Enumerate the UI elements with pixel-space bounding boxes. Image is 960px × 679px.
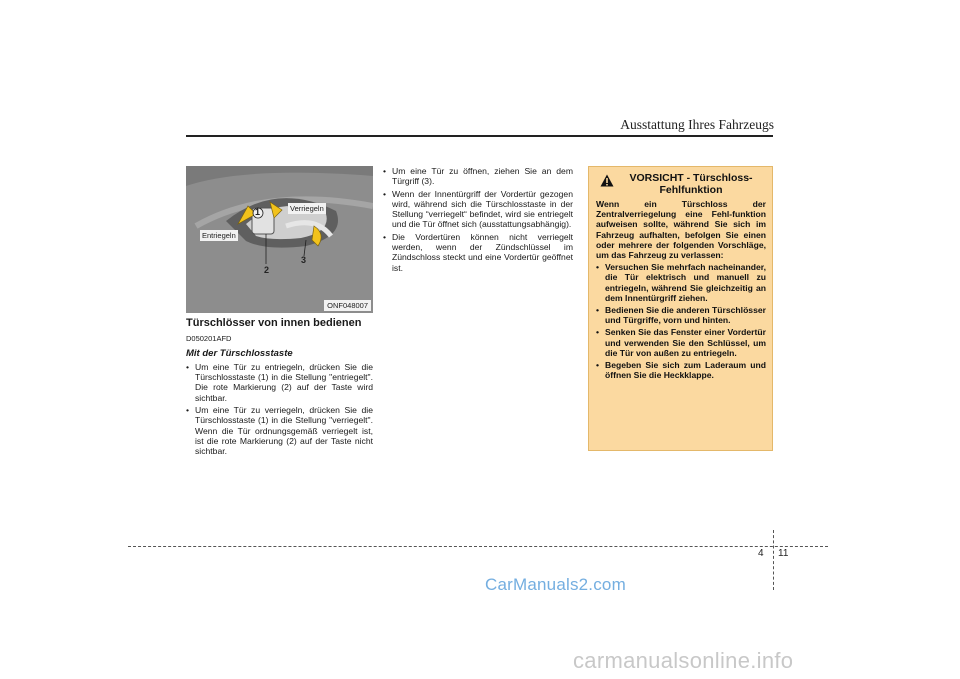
door-handle-figure — [186, 166, 373, 313]
section-code: D050201AFD — [186, 334, 232, 344]
warning-intro: Wenn ein Türschloss der Zentralverriegelung eine Fehl-funktion aufweisen sollte, während Sie sich im Fahrzeug aufhalten, befolgen Sie einen oder mehrere der folgenden Vorschläge, um das Fahrzeug zu verlassen: — [596, 199, 766, 261]
page-number: 11 — [778, 548, 789, 559]
list-item: • Um eine Tür zu öffnen, ziehen Sie an dem Türgriff (3). — [383, 166, 573, 187]
column-2 — [383, 166, 573, 275]
warning-title: VORSICHT - Türschloss-Fehlfunktion — [629, 172, 753, 196]
section-subtitle: Mit der Türschlosstaste — [186, 347, 293, 359]
section-title: Türschlösser von innen bedienen — [186, 317, 362, 329]
warning-box — [588, 166, 773, 451]
list-item: • Bedienen Sie die anderen Türschlösser und Türgriffe, vorn und hinten. — [596, 305, 766, 325]
header-rule — [186, 135, 773, 137]
list-item: • Senken Sie das Fenster einer Vordertür und verwenden Sie den Schlüssel, um die Tür von außen zu entriegeln. — [596, 327, 766, 358]
label-lock: Verriegeln — [290, 204, 324, 213]
list-item: • Um eine Tür zu entriegeln, drücken Sie die Türschlosstaste (1) in die Stellung "entriegelt". Die rote Markierung (2) auf der Taste wird sichtbar. — [186, 362, 373, 403]
footer-rule — [128, 546, 828, 547]
section-bullets — [186, 362, 373, 457]
list-item: • Wenn der Innentürgriff der Vordertür gezogen wird, während sich die Türschlosstaste in der Stellung “verriegelt“ befindet, wird sie entriegelt und die Tür öffnet sich (ausstattungsabhängig). — [383, 189, 573, 230]
callout-3: 3 — [301, 255, 307, 265]
list-item: • Die Vordertüren können nicht verriegelt werden, wenn der Zündschlüssel im Zündschloss steckt und eine Vordertür geöffnet ist. — [383, 232, 573, 273]
list-item: • Versuchen Sie mehrfach nacheinander, die Tür elektrisch und manuell zu entriegeln, während Sie gleichzeitig an dem Innentürgriff ziehen. — [596, 262, 766, 303]
list-item: • Begeben Sie sich zum Laderaum und öffnen Sie die Heckklappe. — [596, 360, 766, 380]
footer-divider — [773, 530, 774, 590]
warning-heading — [596, 173, 766, 196]
figure-code: ONF048007 — [324, 300, 371, 311]
list-item: • Um eine Tür zu verriegeln, drücken Sie die Türschlosstaste (1) in die Stellung "verriegelt". Wenn die Tür ordnungsgemäß verriegelt ist, ist die rote Markierung (2) auf der Taste nicht sichtbar. — [186, 405, 373, 456]
warning-bullets — [596, 262, 766, 380]
callout-1: 1 — [255, 207, 261, 217]
callout-2: 2 — [264, 265, 270, 275]
column2-bullets — [383, 166, 573, 273]
warning-triangle-icon — [600, 174, 614, 187]
watermark-top-link[interactable]: CarManuals2.com — [485, 575, 626, 594]
column-1 — [186, 318, 373, 459]
header-title: Ausstattung Ihres Fahrzeugs — [620, 117, 774, 132]
watermark-bottom-link[interactable]: carmanualsonline.info — [573, 648, 794, 673]
label-unlock: Entriegeln — [202, 231, 236, 240]
chapter-number: 4 — [758, 548, 764, 559]
